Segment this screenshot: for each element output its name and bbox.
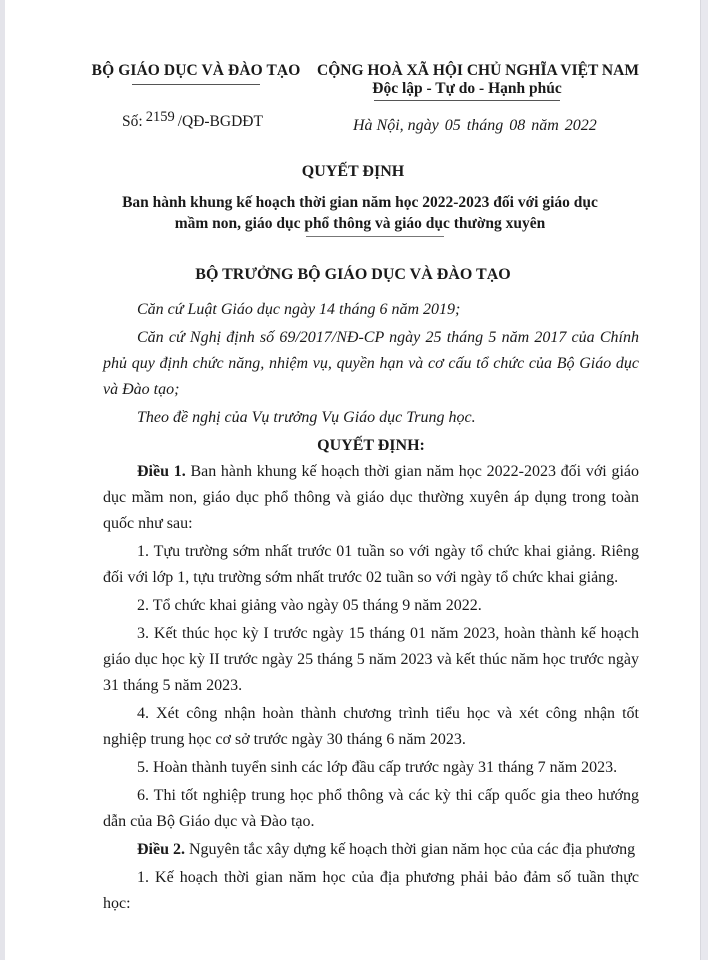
article-2-item: 1. Kế hoạch thời gian năm học của địa phương phải bảo đảm số tuần thực học: (103, 869, 639, 912)
article-1-item: 4. Xét công nhận hoàn thành chương trình tiểu học và xét công nhận tốt nghiệp trung học cơ sở trước ngày 30 tháng 6 năm 2023. (103, 705, 639, 748)
article-1-item: 2. Tổ chức khai giảng vào ngày 05 tháng 9 năm 2022. (137, 597, 482, 614)
legal-basis-3: Theo đề nghị của Vụ trưởng Vụ Giáo dục Trung học. (137, 409, 476, 426)
subtitle-line-2: mầm non, giáo dục phổ thông và giáo dục thường xuyên (174, 215, 546, 232)
national-motto: Độc lập - Tự do - Hạnh phúc (372, 80, 562, 97)
document-page (5, 0, 701, 960)
date-year: 2022 (564, 117, 597, 134)
date-year-label: năm (531, 117, 559, 134)
document-subtitle (95, 192, 625, 234)
national-title: CỘNG HOÀ XÃ HỘI CHỦ NGHĨA VIỆT NAM (317, 62, 639, 79)
number-suffix: /QĐ-BGDĐT (177, 113, 263, 130)
article-1 (103, 459, 639, 537)
legal-basis-1: Căn cứ Luật Giáo dục ngày 14 tháng 6 năm 2019; (137, 301, 461, 318)
article-1-item: 1. Tựu trường sớm nhất trước 01 tuần so với ngày tổ chức khai giảng. Riêng đối với lớp 1, tựu trường sớm nhất trước 02 tuần so với ngày tổ chức khai giảng. (103, 543, 639, 586)
subtitle-underline (306, 236, 444, 237)
article-1-item: 3. Kết thúc học kỳ I trước ngày 15 tháng 01 năm 2023, hoàn thành kế hoạch giáo dục học kỳ II trước ngày 25 tháng 5 năm 2023 và kết thúc năm học trước ngày 31 tháng 5 năm 2023. (103, 625, 639, 694)
issuing-agency: BỘ GIÁO DỤC VÀ ĐÀO TẠO (91, 62, 301, 79)
authority-heading: BỘ TRƯỞNG BỘ GIÁO DỤC VÀ ĐÀO TẠO (195, 266, 511, 283)
document-number (122, 109, 263, 131)
agency-underline (132, 84, 260, 85)
issue-date (353, 117, 599, 135)
article-2-text: Nguyên tắc xây dựng kế hoạch thời gian năm học của các địa phương (189, 841, 636, 858)
page-right-edge (700, 0, 708, 960)
article-1-label: Điều 1. (137, 463, 186, 480)
subtitle-line-1: Ban hành khung kế hoạch thời gian năm học 2022-2023 đối với giáo dục (122, 194, 598, 211)
date-month-label: tháng (466, 117, 504, 134)
article-2-label: Điều 2. (137, 841, 185, 858)
national-header-block (317, 62, 639, 101)
number-value: 2159 (145, 109, 175, 125)
document-body (103, 297, 639, 919)
legal-basis-2: Căn cứ Nghị định số 69/2017/NĐ-CP ngày 25 tháng 5 năm 2017 của Chính phủ quy định chức năng, nhiệm vụ, quyền hạn và cơ cấu tổ chức của Bộ Giáo dục và Đào tạo; (103, 329, 639, 398)
article-1-item: 6. Thi tốt nghiệp trung học phổ thông và các kỳ thi cấp quốc gia theo hướng dẫn của Bộ Giáo dục và Đào tạo. (103, 787, 639, 830)
document-title: QUYẾT ĐỊNH (301, 163, 405, 180)
issuing-agency-block (91, 62, 301, 85)
article-1-text: Ban hành khung kế hoạch thời gian năm học 2022-2023 đối với giáo dục mầm non, giáo dục phổ thông và giáo dục thường xuyên áp dụng trong toàn quốc như sau: (103, 463, 640, 532)
number-prefix: Số: (122, 113, 143, 130)
motto-underline (374, 100, 560, 101)
article-1-item: 5. Hoàn thành tuyển sinh các lớp đầu cấp trước ngày 31 tháng 7 năm 2023. (137, 759, 618, 776)
date-day: 05 (444, 117, 461, 134)
decision-heading: QUYẾT ĐỊNH: (317, 437, 425, 454)
date-place: Hà Nội, ngày (353, 117, 439, 134)
article-2 (103, 837, 639, 863)
date-month: 08 (509, 117, 526, 134)
